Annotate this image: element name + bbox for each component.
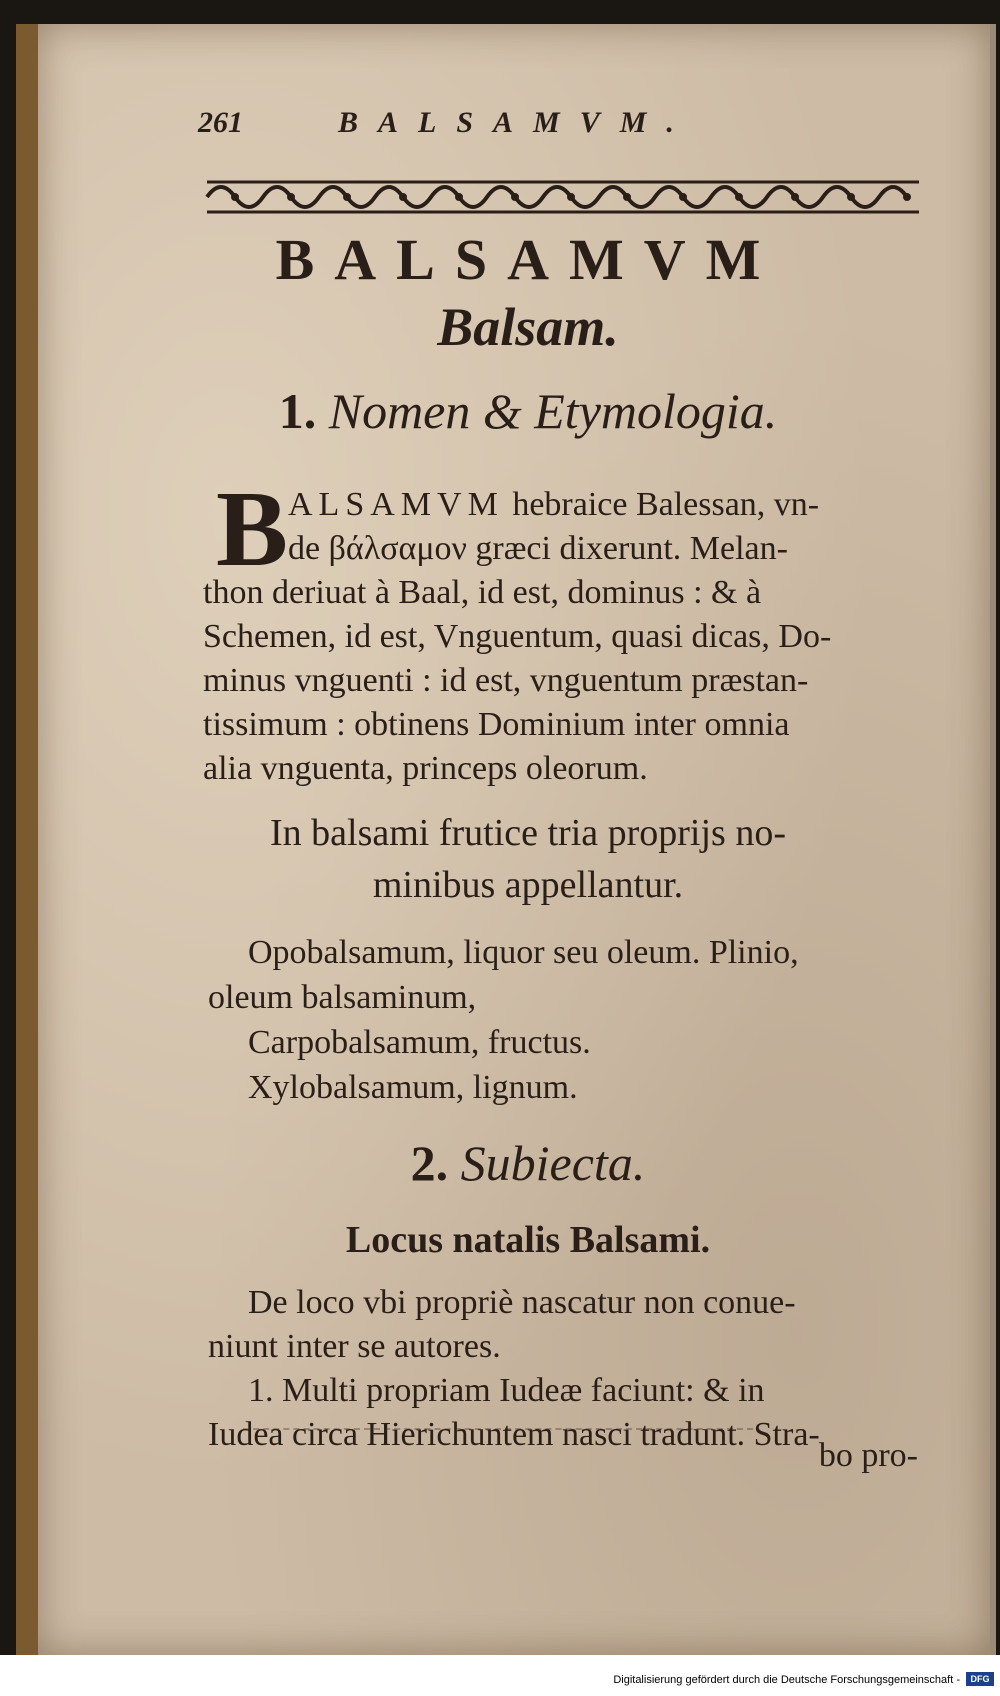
digitization-credit: Digitalisierung gefördert durch die Deutsche Forschungsgemeinschaft - xyxy=(613,1674,960,1686)
small-caps-word: ALSAMVM xyxy=(288,486,504,523)
section-heading-1 xyxy=(38,382,1000,440)
german-title: Balsam. xyxy=(437,297,619,357)
line-text: hebraice Balessan, vn- xyxy=(512,486,820,523)
paragraph-line: alia vnguenta, princeps oleorum. xyxy=(203,750,648,787)
catchword: bo pro- xyxy=(818,1437,918,1474)
running-title: BALSAMVM. xyxy=(338,106,694,139)
paragraph-line: de βάλσαμον græci dixerunt. Melan- xyxy=(288,530,788,567)
paragraph-line: Schemen, id est, Vnguentum, quasi dicas, Do- xyxy=(203,618,832,655)
footer-bar xyxy=(0,1669,1000,1696)
list-item: oleum balsaminum, xyxy=(208,979,477,1016)
main-title: BALSAMVM xyxy=(275,227,781,292)
paragraph-line: minus vnguenti : id est, vnguentum præstan- xyxy=(203,662,809,699)
list-item: Xylobalsamum, lignum. xyxy=(248,1069,578,1106)
book-page xyxy=(16,24,996,1655)
paragraph-line: 1. Multi propriam Iudeæ faciunt: & in xyxy=(248,1372,765,1409)
page-number: 261 xyxy=(198,106,243,139)
drop-cap: B xyxy=(216,470,289,589)
list-item: Opobalsamum, liquor seu oleum. Plinio, xyxy=(248,934,799,971)
subheading-line: Locus natalis Balsami. xyxy=(345,1219,711,1261)
ornament-band xyxy=(203,174,923,220)
section-number-1: 1. xyxy=(278,383,317,439)
paragraph-line: tissimum : obtinens Dominium inter omnia xyxy=(203,706,790,743)
section-title-2: Subiecta. xyxy=(460,1135,646,1191)
subheading-line: minibus appellantur. xyxy=(372,864,684,906)
list-item: Carpobalsamum, fructus. xyxy=(248,1024,591,1061)
faint-rule xyxy=(243,1428,753,1430)
paragraph-line: thon deriuat à Baal, id est, dominus : & à xyxy=(203,574,762,611)
paragraph-line: De loco vbi propriè nascatur non conue- xyxy=(248,1284,796,1321)
subheading-line: In balsami frutice tria proprijs no- xyxy=(269,812,786,854)
paragraph-line: niunt inter se autores. xyxy=(208,1328,501,1365)
paragraph-line xyxy=(288,488,819,522)
paragraph-line: Iudea circa Hierichuntem nasci tradunt. Stra- xyxy=(208,1416,820,1453)
running-head xyxy=(198,106,798,146)
section-heading-2 xyxy=(38,1134,1000,1192)
dfg-logo-icon: DFG xyxy=(966,1672,994,1686)
section-number-2: 2. xyxy=(410,1135,449,1191)
section-title-1: Nomen & Etymologia. xyxy=(328,383,778,439)
